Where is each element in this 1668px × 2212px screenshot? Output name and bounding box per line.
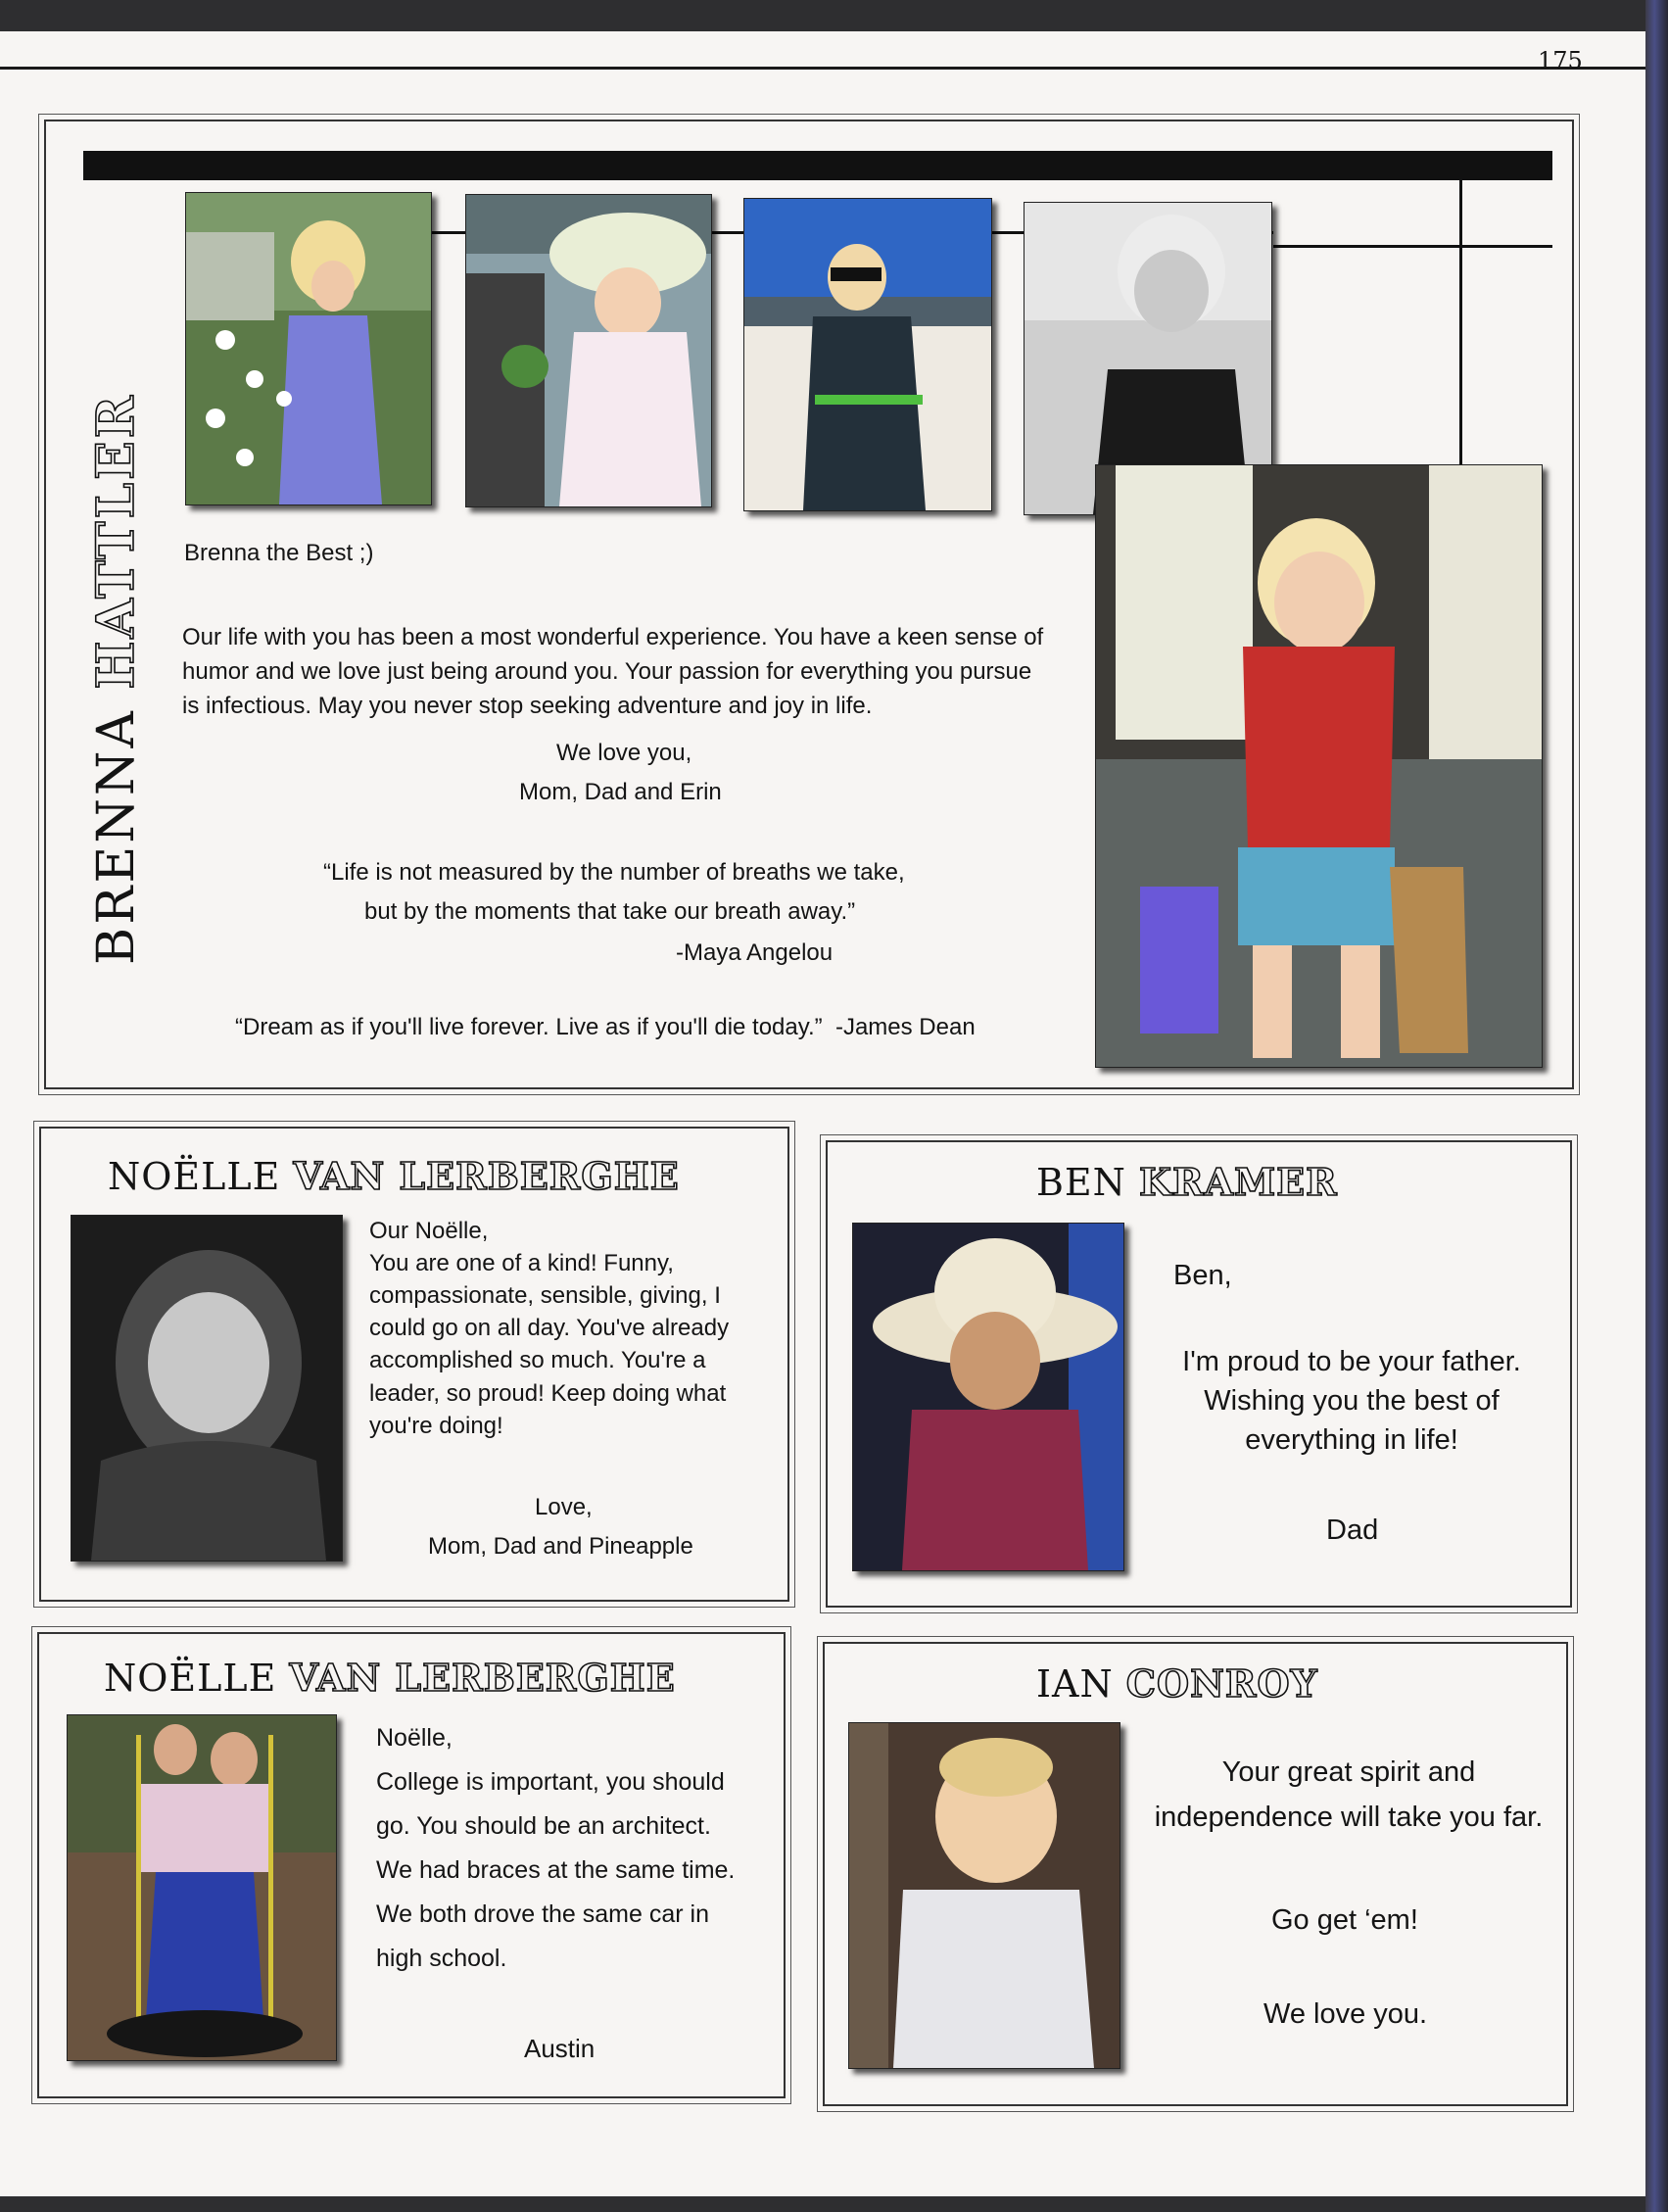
greeting: Ben, (1173, 1260, 1232, 1291)
message: Noëlle, College is important, you should go. You should be an architect. We had braces at the same time. We both drove the same car in high school. (376, 1724, 736, 1972)
quote-1-author: -Maya Angelou (676, 939, 834, 966)
decorative-line (1459, 180, 1462, 474)
photo-toddler-laughing (848, 1722, 1120, 2069)
photo-girl-sunhat (465, 194, 712, 507)
closing-line-1: Love, (535, 1494, 593, 1520)
decorative-bar (83, 151, 1552, 180)
ad-name-vertical (86, 393, 146, 965)
ad-title (104, 1656, 676, 1700)
quote-1-line-2: but by the moments that take our breath away.” (364, 898, 856, 925)
line-we-love-you: We love you. (1263, 1998, 1428, 2030)
line-go-get-em: Go get ‘em! (1271, 1904, 1418, 1936)
quote-2: “Dream as if you'll live forever. Live as if you'll die today.” -James Dean (235, 1014, 976, 1040)
first-name: IAN (1036, 1662, 1114, 1706)
message: Your great spirit and independence will take you far. (1154, 1756, 1544, 1834)
message: I'm proud to be your father. Wishing you the best of everything in life! (1182, 1346, 1521, 1457)
decorative-line (1273, 245, 1552, 248)
last-name: CONROY (1125, 1661, 1318, 1706)
page-number: 175 (1538, 47, 1583, 74)
quote-1-line-1: “Life is not measured by the number of breaths we take, (323, 859, 905, 886)
page-edge (1645, 0, 1668, 2212)
last-name: HATTLER (86, 392, 146, 690)
closing-line-2: Mom, Dad and Erin (519, 779, 722, 805)
ad-title (1036, 1160, 1338, 1204)
last-name: KRAMER (1139, 1160, 1338, 1204)
ad-title (1036, 1661, 1318, 1706)
greeting: Brenna the Best ;) (184, 540, 374, 566)
last-name: VAN LERBERGHE (289, 1656, 676, 1700)
signature: Austin (524, 2034, 596, 2063)
photo-boy-cowboy-hat (852, 1223, 1124, 1571)
message: Our Noëlle, You are one of a kind! Funny, compassionate, sensible, giving, I could go on all day. You've already accomplished so much. You're a leader, so proud! Keep doing what you're doing! (369, 1218, 730, 1439)
ad-title (108, 1154, 680, 1198)
last-name: VAN LERBERGHE (293, 1154, 680, 1198)
first-name: NOËLLE (104, 1657, 277, 1700)
message: Our life with you has been a most wonderful experience. You have a keen sense of humor and we love just being around you. Your passion for everything you pursue is infectious. May you never stop seeking adventure and joy in life. (182, 624, 1044, 719)
photo-girls-swing (67, 1714, 337, 2061)
first-name: BRENNA (87, 708, 146, 965)
first-name: BEN (1036, 1161, 1126, 1204)
first-name: NOËLLE (108, 1155, 281, 1198)
closing-line-1: We love you, (556, 740, 692, 766)
photo-girl-bw-portrait (71, 1215, 343, 1562)
photo-toddler-doorway (1095, 464, 1543, 1068)
header-rule (0, 67, 1645, 70)
signature: Dad (1326, 1515, 1379, 1546)
closing-line-2: Mom, Dad and Pineapple (428, 1533, 693, 1560)
photo-hiker-snow (743, 198, 992, 511)
photo-toddler-daisies (185, 192, 432, 505)
